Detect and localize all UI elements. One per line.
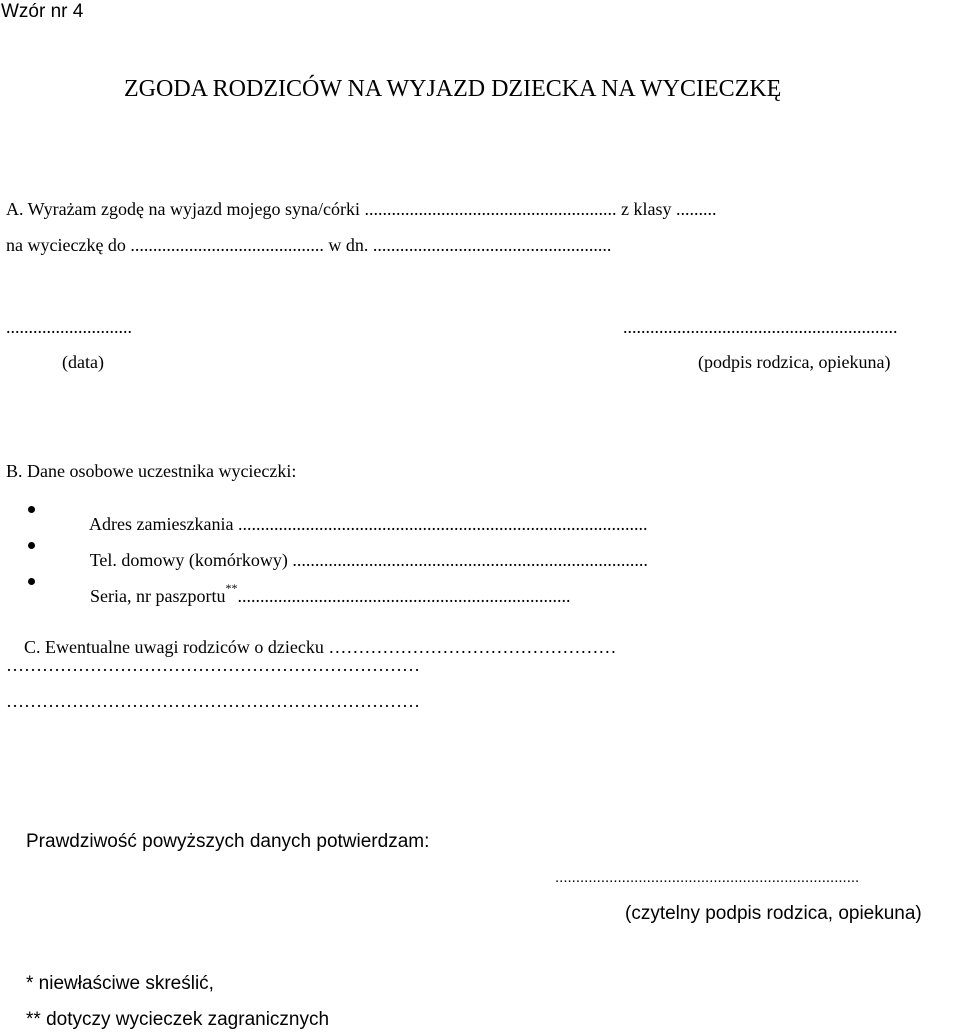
footnote-marker: ** [225, 581, 238, 595]
consent-line-2: na wycieczkę do ........................................... w dn. ..................................................... [6, 235, 612, 255]
address-label: Adres zamieszkania [89, 514, 238, 534]
parent-remarks-heading: C. Ewentualne uwagi rodziców o dziecku [24, 637, 324, 657]
consent-line-1: A. Wyrażam zgodę na wyjazd mojego syna/córki ........................................................ z klasy ......... [6, 199, 717, 219]
document-title: ZGODA RODZICÓW NA WYJAZD DZIECKA NA WYCIECZKĘ [124, 76, 782, 102]
parent-signature-caption: (podpis rodzica, opiekuna) [698, 352, 891, 372]
parent-signature-dotted-line: ............................................................. [623, 317, 898, 337]
remarks-line-3: …………………………………………………………… [6, 691, 420, 711]
passport-dotted-field: .......................................................................... [237, 586, 571, 606]
confirmation-signature-caption: (czytelny podpis rodzica, opiekuna) [625, 903, 922, 924]
address-dotted-field: ........................................................................................... [237, 514, 648, 534]
date-caption: (data) [62, 352, 104, 372]
phone-label: Tel. domowy (komórkowy) [89, 550, 293, 570]
footnote-2: ** dotyczy wycieczek zagranicznych [26, 1009, 330, 1030]
bullet-icon [28, 542, 35, 549]
phone-dotted-field: ............................................................................... [292, 550, 648, 570]
form-number-label: Wzór nr 4 [1, 1, 84, 22]
date-dotted-line: ............................ [6, 317, 132, 337]
passport-label: Seria, nr paszportu [90, 586, 226, 606]
bullet-icon [28, 578, 35, 585]
remarks-dotted-field: ………………………………………… [328, 637, 617, 657]
remarks-line-2: …………………………………………………………… [6, 655, 420, 675]
confirmation-signature-dotted-line: ......................................................................... [555, 869, 860, 886]
footnote-1: * niewłaściwe skreślić, [26, 973, 214, 994]
personal-data-heading: B. Dane osobowe uczestnika wycieczki: [6, 461, 297, 481]
bullet-icon [28, 506, 35, 513]
confirmation-statement: Prawdziwość powyższych danych potwierdzam: [26, 831, 430, 852]
